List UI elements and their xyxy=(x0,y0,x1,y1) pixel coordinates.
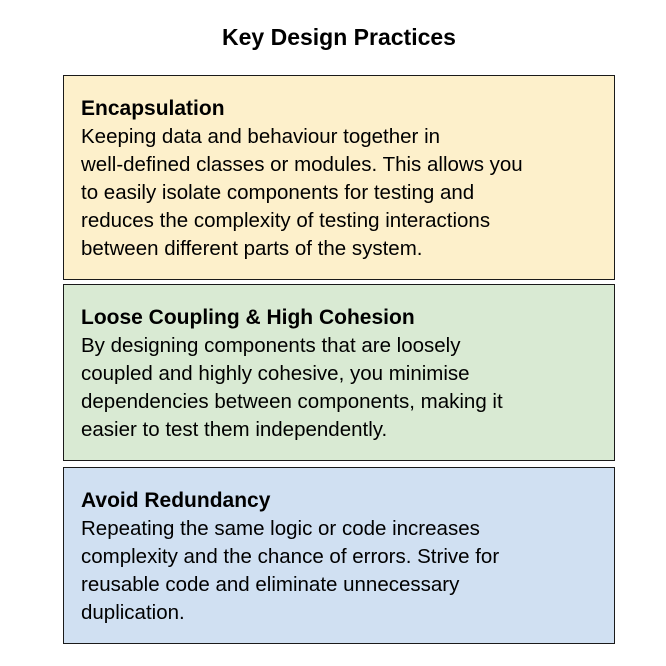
avoid-redundancy-box xyxy=(63,467,615,644)
loose-coupling-box xyxy=(63,284,615,461)
loose-coupling-heading: Loose Coupling & High Cohesion xyxy=(81,306,415,329)
encapsulation-heading: Encapsulation xyxy=(81,97,225,120)
loose-coupling-description: By designing components that are loosely coupled and highly cohesive, you minimise dependencies between components, making it easier to test them independently. xyxy=(81,334,503,441)
encapsulation-box xyxy=(63,75,615,280)
encapsulation-description: Keeping data and behaviour together in well-defined classes or modules. This allows you to easily isolate components for testing and reduces the complexity of testing interactions between different parts of the system. xyxy=(81,125,523,260)
diagram-title: Key Design Practices xyxy=(222,24,456,50)
avoid-redundancy-heading: Avoid Redundancy xyxy=(81,489,271,512)
avoid-redundancy-description: Repeating the same logic or code increases complexity and the chance of errors. Strive for reusable code and eliminate unnecessary duplication. xyxy=(81,517,500,624)
